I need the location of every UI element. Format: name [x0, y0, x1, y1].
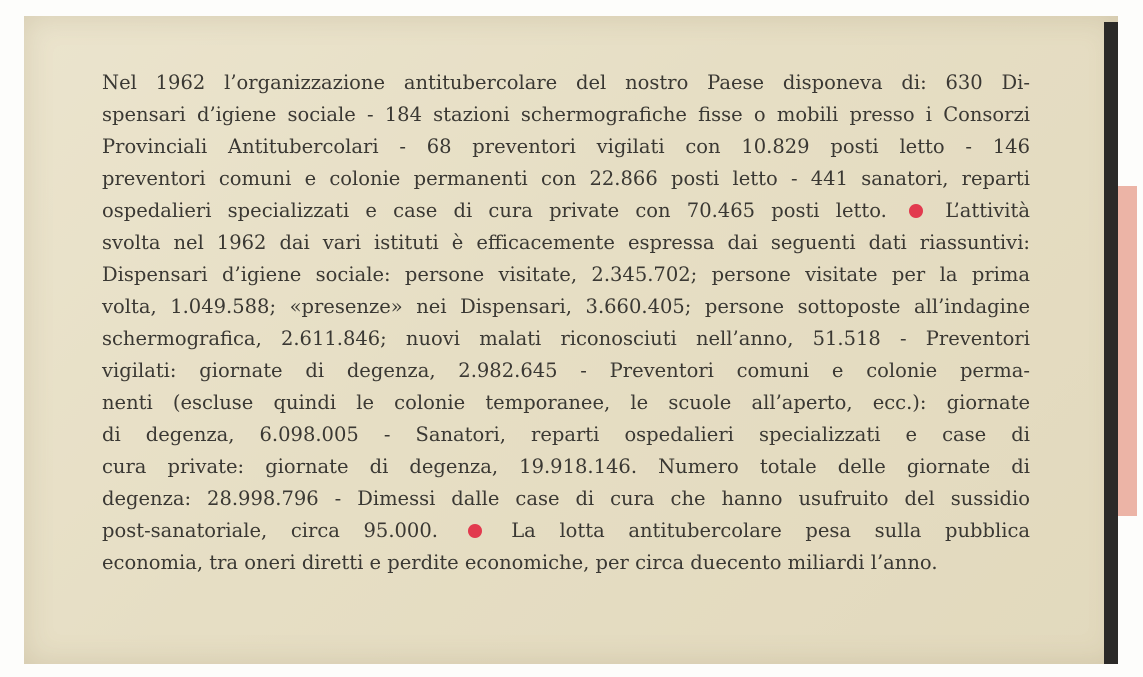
paragraph-line-segment: post-sanatoriale, circa 95.000.	[102, 519, 438, 542]
paragraph-line-with-bullet	[102, 195, 1030, 227]
red-bullet-icon	[468, 524, 482, 538]
paragraph-line: volta, 1.049.588; «presenze» nei Dispensari, 3.660.405; persone sottoposte all’indagine	[102, 295, 1030, 318]
paragraph-line: vigilati: giornate di degenza, 2.982.645 - Preventori comuni e colonie perma-	[102, 359, 1030, 382]
paragraph-line: spensari d’igiene sociale - 184 stazioni schermografiche fisse o mobili presso i Consorzi	[102, 103, 1030, 126]
paragraph-line-segment: L’attività	[945, 199, 1031, 222]
paragraph-line: degenza: 28.998.796 - Dimessi dalle case di cura che hanno usufruito del sussidio	[102, 487, 1030, 510]
paragraph-line: cura private: giornate di degenza, 19.918.146. Numero totale delle giornate di	[102, 455, 1030, 478]
paragraph-line: preventori comuni e colonie permanenti con 22.866 posti letto - 441 sanatori, reparti	[102, 167, 1030, 190]
paragraph-line-segment: ospedalieri specializzati e case di cura private con 70.465 posti letto.	[102, 199, 887, 222]
paragraph-line: economia, tra oneri diretti e perdite economiche, per circa duecento miliardi l’anno.	[102, 551, 938, 574]
paragraph-line: Dispensari d’igiene sociale: persone visitate, 2.345.702; persone visitate per la prima	[102, 263, 1030, 286]
paragraph-line: schermografica, 2.611.846; nuovi malati riconosciuti nell’anno, 51.518 - Preventori	[102, 327, 1030, 350]
paragraph-line: Nel 1962 l’organizzazione antitubercolare del nostro Paese disponeva di: 630 Di-	[102, 71, 1030, 94]
paragraph-line-with-bullet	[102, 515, 1030, 547]
red-bullet-icon	[909, 204, 923, 218]
paragraph-line: di degenza, 6.098.005 - Sanatori, reparti ospedalieri specializzati e case di	[102, 423, 1030, 446]
paragraph-line: Provinciali Antitubercolari - 68 preventori vigilati con 10.829 posti letto - 146	[102, 135, 1030, 158]
paragraph-line: nenti (escluse quindi le colonie temporanee, le scuole all’aperto, ecc.): giornate	[102, 391, 1030, 414]
paragraph-line: svolta nel 1962 dai vari istituti è efficacemente espressa dai seguenti dati riassuntivi:	[102, 231, 1030, 254]
paragraph-line-segment: La lotta antitubercolare pesa sulla pubblica	[511, 519, 1031, 542]
paragraph	[102, 67, 1030, 579]
spine-dark-strip	[1104, 22, 1118, 664]
